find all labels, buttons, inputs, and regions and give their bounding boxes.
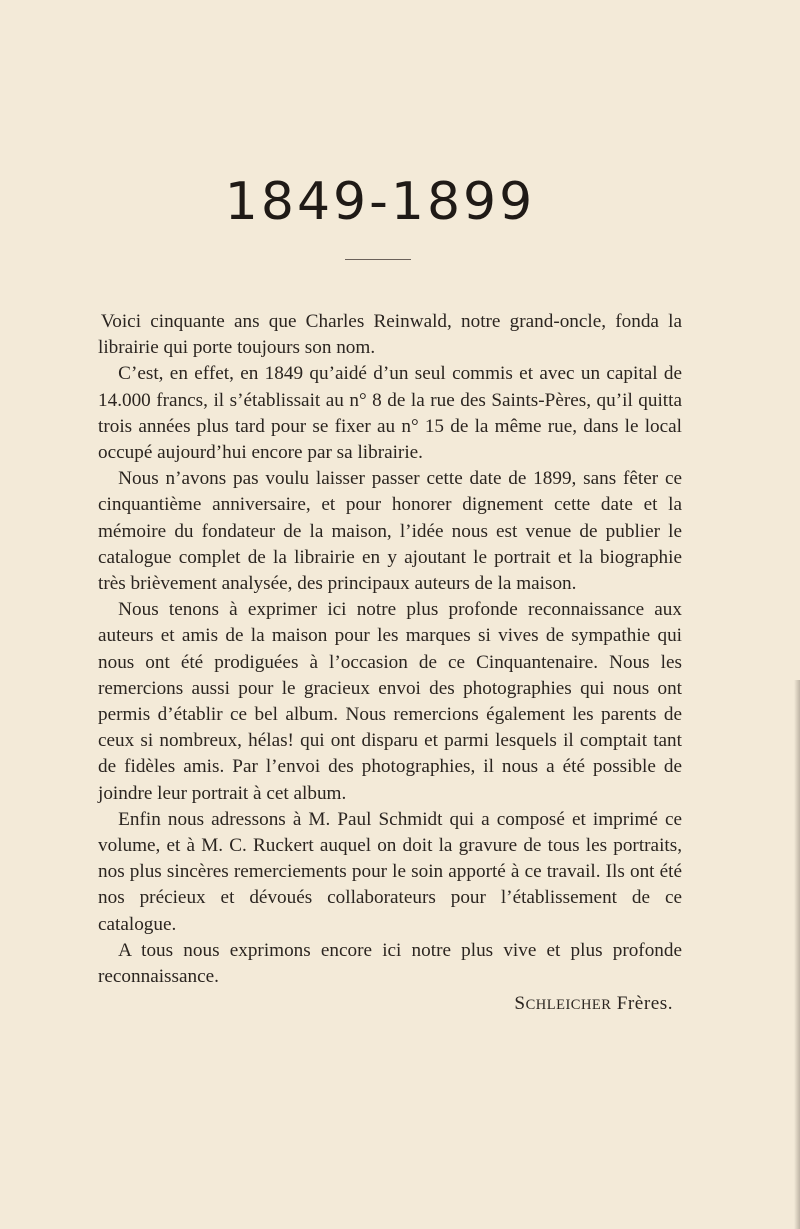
signature [98,991,682,1018]
signature-word: Frères. [616,993,673,1015]
paragraph: A tous nous exprimons encore ici notre plus vive et plus profonde reconnaissance. [98,939,682,988]
paragraph: C’est, en effet, en 1849 qu’aidé d’un seul commis et avec un capital de 14.000 francs, il s’établissait au n° 8 de la rue des Saints-Pères, qu’il quitta trois années plus tard pour se fixer au n° 15 de la même rue, dans le local occupé aujourd’hui encore par sa librairie. [98,363,682,464]
paragraph: Enfin nous adressons à M. Paul Schmidt qui a composé et imprimé ce volume, et à M. C. Ruckert auquel on doit la gravure de tous les portraits, nos plus sincères remerciements pour le soin apporté à ce travail. Ils ont été nos précieux et dévoués collaborateurs pour l’établissement de ce catalogue. [98,808,682,935]
body-text [98,309,682,1018]
paragraph: Voici cinquante ans que Charles Reinwald, notre grand-oncle, fonda la librairie qui porte toujours son nom. [98,311,682,359]
page-edge-shadow [794,680,800,1229]
paragraph: Nous tenons à exprimer ici notre plus profonde reconnaissance aux auteurs et amis de la maison pour les marques si vives de sympathie qui nous ont été prodiguées à l’occasion de ce Cinquantenaire. Nous les remercions aussi pour le gracieux envoi des photographies qui nous ont permis d’établir ce bel album. Nous remercions également les parents de ceux si nombreux, hélas! qui ont disparu et parmi lesquels il comptait tant de fidèles amis. Par l’envoi des photographies, il nous a été possible de joindre leur portrait à cet album. [98,599,682,804]
page-title: 1849-1899 [224,172,536,232]
signature-surname-rest: CHLEICHER [525,997,612,1014]
signature-initial: S [514,993,526,1015]
paragraph: Nous n’avons pas voulu laisser passer cette date de 1899, sans fêter ce cinquantième anniversaire, et pour honorer dignement cette date et la mémoire du fondateur de la maison, l’idée nous est venue de publier le catalogue complet de la librairie en y ajoutant le portrait et la biographie très brièvement analysée, des principaux auteurs de la maison. [98,468,682,595]
title-divider [345,259,411,260]
